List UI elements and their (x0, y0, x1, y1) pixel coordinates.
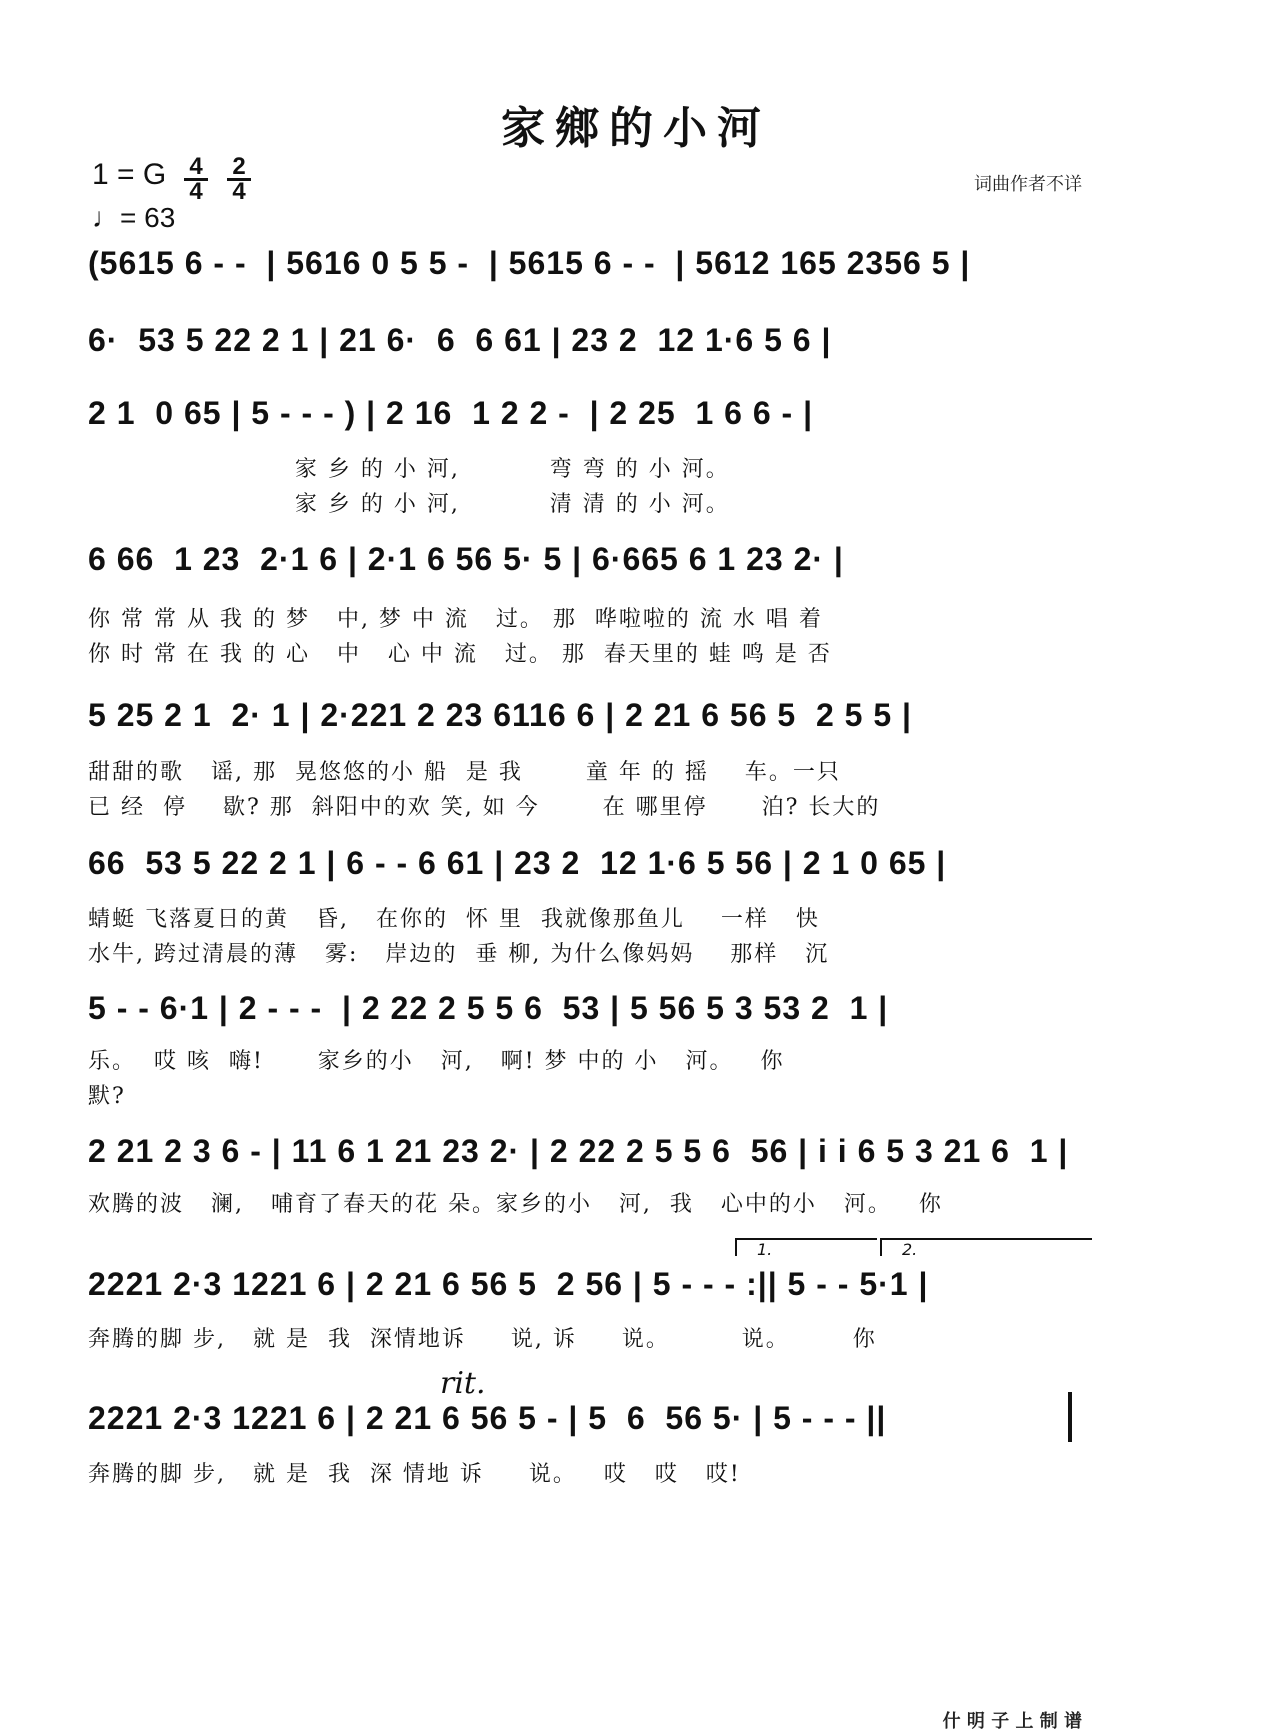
lyric-line-4b: 你 时 常 在 我 的 心 中 心 中 流 过。 那 春天里的 蛙 鸣 是 否 (88, 642, 832, 667)
notation-line-3: 2 1 0 65 | 5 - - - ) | 2 16 1 2 2 - | 2 25 1 6 6 - | (88, 395, 814, 431)
credit-text: 词曲作者不详 (974, 174, 1082, 195)
notation-line-7: 5 - - 6·1 | 2 - - - | 2 22 2 5 5 6 53 | 5 56 5 3 53 2 1 | (88, 990, 889, 1026)
final-barline (1068, 1392, 1072, 1442)
notation-line-4: 6 66 1 23 2·1 6 | 2·1 6 56 5· 5 | 6·665 6 1 23 2· | (88, 541, 844, 577)
time-signature-2-4: 2 4 (225, 156, 253, 203)
ritardando-marking: rit. (440, 1366, 486, 1401)
lyric-line-6a: 蜻蜓 飞落夏日的黄 昏, 在你的 怀 里 我就像那鱼儿 一样 快 (88, 907, 820, 932)
notation-line-10: 2221 2·3 1221 6 | 2 21 6 56 5 - | 5 6 56 5· | 5 - - - || (88, 1400, 887, 1436)
footer-credit: 什 明 子 上 制 谱 (942, 1711, 1082, 1732)
lyric-line-5b: 已 经 停 歇? 那 斜阳中的欢 笑, 如 今 在 哪里停 泊? 长大的 (88, 795, 881, 820)
notation-line-2: 6· 53 5 22 2 1 | 21 6· 6 6 61 | 23 2 12 1·6 5 6 | (88, 322, 832, 358)
volta-2: 2. (880, 1238, 1092, 1256)
notation-line-9: 2221 2·3 1221 6 | 2 21 6 56 5 2 56 | 5 - - - :|| 5 - - 5·1 | (88, 1266, 929, 1302)
key-signature: 1 = G (92, 158, 167, 191)
lyric-line-7b: 默? (88, 1084, 126, 1109)
lyric-line-9a: 奔腾的脚 步, 就 是 我 深情地诉 说, 诉 说。 说。 你 (88, 1327, 877, 1352)
volta-1: 1. (735, 1238, 877, 1256)
lyric-line-3a: 家 乡 的 小 河, 弯 弯 的 小 河。 (88, 457, 730, 482)
lyric-line-4a: 你 常 常 从 我 的 梦 中, 梦 中 流 过。 那 哗啦啦的 流 水 唱 着 (88, 607, 823, 632)
lyric-line-5a: 甜甜的歌 谣, 那 晃悠悠的小 船 是 我 童 年 的 摇 车。一只 (88, 760, 841, 785)
lyric-line-8a: 欢腾的波 澜, 哺育了春天的花 朵。家乡的小 河, 我 心中的小 河。 你 (88, 1192, 943, 1217)
notation-line-6: 66 53 5 22 2 1 | 6 - - 6 61 | 23 2 12 1·6 5 56 | 2 1 0 65 | (88, 845, 947, 881)
lyric-line-6b: 水牛, 跨过清晨的薄 雾: 岸边的 垂 柳, 为什么像妈妈 那样 沉 (88, 942, 830, 967)
notation-line-8: 2 21 2 3 6 - | 11 6 1 21 23 2· | 2 22 2 5 5 6 56 | i i 6 5 3 21 6 1 | (88, 1133, 1069, 1169)
song-title: 家鄉的小河 (501, 103, 771, 154)
lyric-line-7a: 乐。 哎 咳 嗨! 家乡的小 河, 啊! 梦 中的 小 河。 你 (88, 1049, 785, 1074)
lyric-line-3b: 家 乡 的 小 河, 清 清 的 小 河。 (88, 492, 730, 517)
notation-line-5: 5 25 2 1 2· 1 | 2·221 2 23 6116 6 | 2 21 6 56 5 2 5 5 | (88, 697, 912, 733)
lyric-line-10a: 奔腾的脚 步, 就 是 我 深 情地 诉 说。 哎 哎 哎! (88, 1462, 741, 1487)
time-signature-4-4: 4 4 (182, 156, 210, 203)
tempo-marking: ♩= 63 (92, 202, 176, 233)
notation-line-1: (5615 6 - - | 5616 0 5 5 - | 5615 6 - - | 5612 165 2356 5 | (88, 245, 971, 281)
